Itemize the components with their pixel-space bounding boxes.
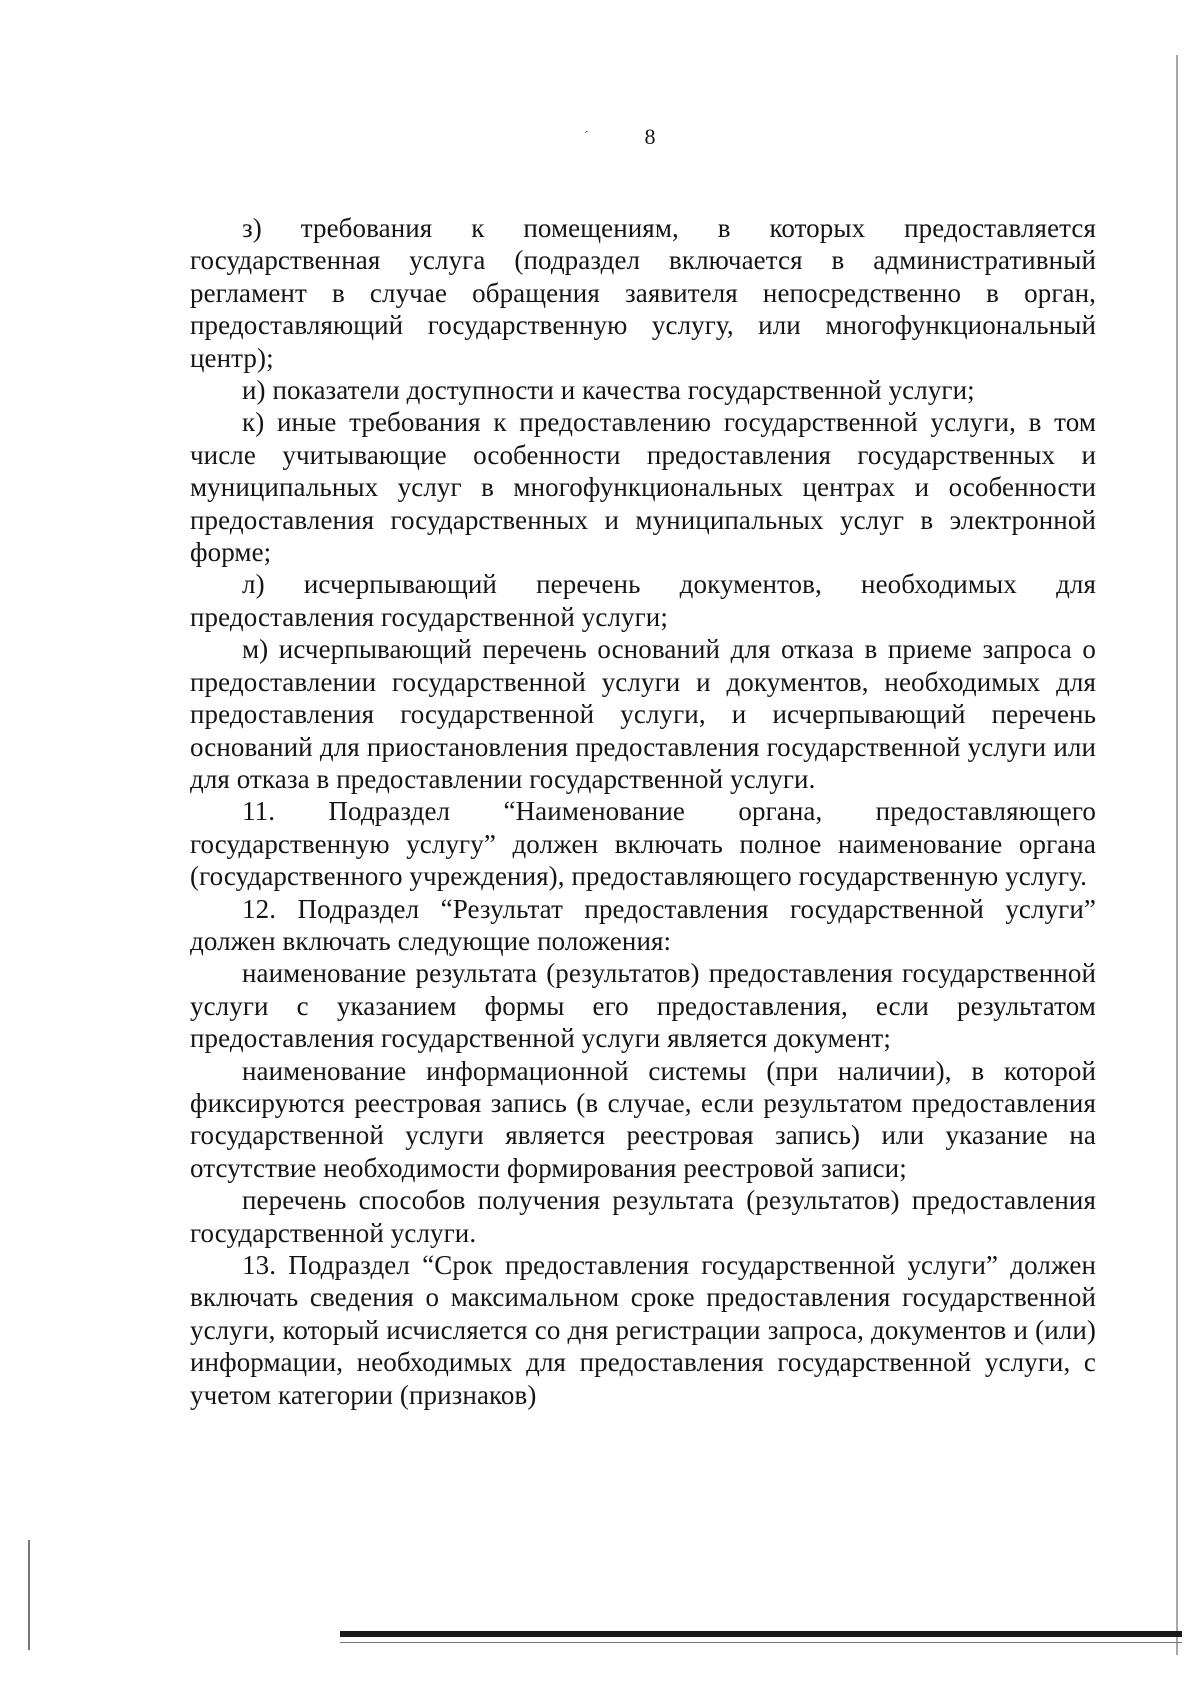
paragraph-13: 13. Подраздел “Срок предоставления государственной услуги” должен включать сведения о максимальном сроке предоставления государственной услуги, который исчисляется со дня регистрации запроса, документов и (или) информации, необходимых для предоставления государственной услуги, с учетом категории (признаков) [190,1250,1096,1410]
scan-edge-bottom-thin [340,1642,1182,1643]
page-number: 8 [644,124,656,149]
paragraph-12: 12. Подраздел “Результат предоставления государственной услуги” должен включать следующие положения: [190,893,1096,956]
paragraph-z: з) требования к помещениям, в которых предоставляется государственная услуга (подраздел включается в административный регламент в случае обращения заявителя непосредственно в орган, предоставляющий государственную услугу, или многофункциональный центр); [190,213,1096,373]
paragraph-12-info-system: наименование информационной системы (при наличии), в которой фиксируются реестровая запись (в случае, если результатом предоставления государственной услуги является реестровая запись) или указание на отсутствие необходимости формирования реестровой записи; [190,1055,1096,1183]
scan-edge-right [1176,55,1178,1655]
paragraph-12-methods: перечень способов получения результата (результатов) предоставления государственной услуги. [190,1185,1096,1248]
scan-edge-bottom [340,1631,1182,1637]
paragraph-12-result-name: наименование результата (результатов) предоставления государственной услуги с указанием формы его предоставления, если результатом предоставления государственной услуги является документ; [190,958,1096,1054]
paragraph-11: 11. Подраздел “Наименование органа, предоставляющего государственную услугу” должен включать полное наименование органа (государственного учреждения), предоставляющего государственную услугу. [190,796,1096,892]
paragraph-m: м) исчерпывающий перечень оснований для отказа в приеме запроса о предоставлении государственной услуги и документов, необходимых для предоставления государственной услуги, и исчерпывающий перечень оснований для приостановления предоставления государственной услуги или для отказа в предоставлении государственной услуги. [190,634,1096,794]
scan-edge-left [28,1540,30,1650]
scan-tick-mark: ´ [584,128,589,143]
paragraph-l: л) исчерпывающий перечень документов, необходимых для предоставления государственной услуги; [190,569,1096,632]
paragraph-i: и) показатели доступности и качества государственной услуги; [242,375,975,406]
paragraph-k: к) иные требования к предоставлению государственной услуги, в том числе учитывающие особенности предоставления государственных и муниципальных услуг в многофункциональных центрах и особенности предоставления государственных и муниципальных услуг в электронной форме; [190,407,1096,568]
document-body [190,212,1096,1411]
